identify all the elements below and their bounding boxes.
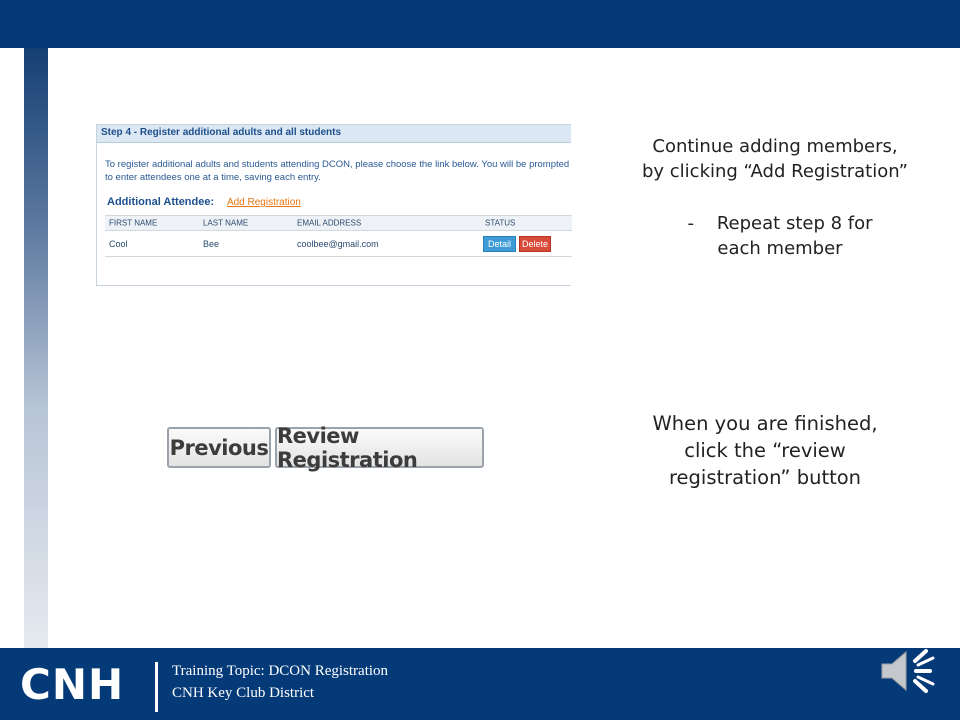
logo-divider [155, 662, 158, 712]
table-header [105, 215, 572, 231]
footer-bar [0, 648, 960, 720]
training-topic: Training Topic: DCON Registration [172, 663, 389, 679]
attendee-line [107, 196, 301, 208]
finish-line-3: registration” button [668, 466, 862, 489]
finish-line-2: click the “review [684, 439, 846, 462]
cnh-logo: CNH [20, 660, 125, 709]
column-email: EMAIL ADDRESS [297, 218, 362, 228]
instruction-repeat [660, 211, 900, 261]
email-cell: coolbee@gmail.com [297, 238, 379, 249]
first-name-cell: Cool [109, 238, 128, 249]
column-last-name: LAST NAME [203, 218, 249, 228]
instruction-line-2: by clicking “Add Registration” [641, 161, 909, 182]
additional-attendee-label: Additional Attendee: [107, 196, 215, 208]
left-gradient-strip [24, 48, 48, 648]
previous-button[interactable]: Previous [167, 427, 271, 468]
column-first-name: FIRST NAME [109, 218, 158, 228]
last-name-cell: Bee [203, 238, 220, 249]
finish-line-1: When you are finished, [652, 412, 878, 435]
instruction-bullet-line-1 [660, 211, 900, 236]
table-row [105, 231, 572, 257]
bullet-dash: - [687, 213, 694, 234]
instruction-finish [610, 410, 920, 491]
attendee-table [105, 215, 572, 257]
step-title: Step 4 - Register additional adults and all students [97, 125, 571, 143]
bullet-text-1: Repeat step 8 for [716, 213, 873, 234]
speaker-icon[interactable] [878, 644, 942, 700]
detail-button[interactable]: Detail [483, 236, 516, 252]
review-registration-button[interactable]: Review Registration [275, 427, 484, 468]
registration-description: To register additional adults and students attending DCON, please choose the link below. You will be prompted to enter attendees one at a time, saving each entry. [105, 159, 570, 183]
delete-button[interactable]: Delete [519, 236, 551, 252]
top-banner [0, 0, 960, 48]
add-registration-link[interactable]: Add Registration [226, 197, 301, 208]
instruction-continue [600, 134, 950, 184]
bullet-text-2: each member [717, 238, 843, 259]
column-status: STATUS [485, 218, 516, 228]
instruction-line-1: Continue adding members, [652, 136, 898, 157]
district-name: CNH Key Club District [172, 685, 315, 701]
registration-panel [96, 124, 571, 286]
